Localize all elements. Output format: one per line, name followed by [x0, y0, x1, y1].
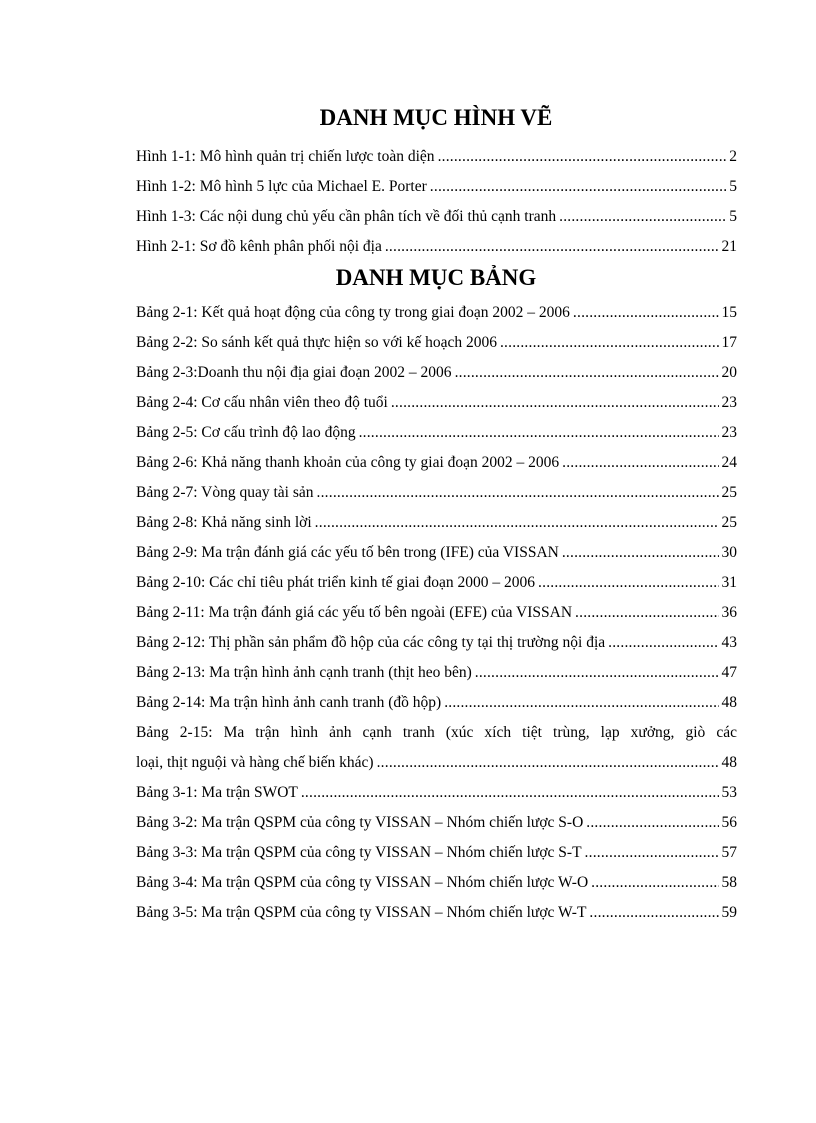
toc-entry-page: 23 — [721, 424, 737, 441]
toc-entry-label: Bảng 2-11: Ma trận đánh giá các yếu tố bên ngoài (EFE) của VISSAN — [136, 604, 573, 621]
toc-entry-line2 — [136, 748, 737, 778]
toc-entry-label-line1: Bảng 2-15: Ma trận hình ảnh cạnh tranh (xúc xích tiệt trùng, lạp xưởng, giò các — [136, 724, 737, 741]
toc-entry-table-2-3[interactable] — [136, 358, 737, 388]
toc-entry-label: Bảng 2-5: Cơ cấu trình độ lao động — [136, 424, 356, 441]
toc-entry-label: Hình 2-1: Sơ đồ kênh phân phối nội địa — [136, 238, 382, 255]
toc-entry-label: Bảng 2-2: So sánh kết quả thực hiện so với kế hoạch 2006 — [136, 334, 497, 351]
toc-entry-page: 31 — [721, 574, 737, 591]
toc-entry-page: 48 — [721, 754, 737, 771]
toc-entry-page: 30 — [721, 544, 737, 561]
dot-leader — [500, 328, 719, 358]
toc-entry-table-2-13[interactable] — [136, 658, 737, 688]
toc-entry-page: 24 — [721, 454, 737, 471]
toc-entry-table-2-10[interactable] — [136, 568, 737, 598]
dot-leader — [573, 298, 719, 328]
dot-leader — [591, 868, 718, 898]
tables-list — [136, 298, 737, 928]
dot-leader — [562, 538, 719, 568]
toc-entry-table-2-5[interactable] — [136, 418, 737, 448]
dot-leader — [585, 838, 719, 868]
toc-entry-table-2-9[interactable] — [136, 538, 737, 568]
toc-entry-figure-1-2[interactable] — [136, 172, 737, 202]
toc-entry-table-3-1[interactable] — [136, 778, 737, 808]
dot-leader — [562, 448, 718, 478]
toc-entry-table-3-2[interactable] — [136, 808, 737, 838]
toc-entry-page: 15 — [721, 304, 737, 321]
toc-entry-table-3-5[interactable] — [136, 898, 737, 928]
toc-entry-label: Bảng 2-12: Thị phần sản phẩm đồ hộp của các công ty tại thị trường nội địa — [136, 634, 606, 651]
toc-entry-page: 57 — [721, 844, 737, 861]
toc-entry-label: Bảng 2-14: Ma trận hình ảnh canh tranh (đồ hộp) — [136, 694, 442, 711]
toc-entry-page: 5 — [729, 178, 737, 195]
dot-leader — [455, 358, 719, 388]
toc-entry-table-2-2[interactable] — [136, 328, 737, 358]
toc-entry-page: 47 — [721, 664, 737, 681]
dot-leader — [385, 232, 719, 262]
toc-entry-label: Bảng 3-1: Ma trận SWOT — [136, 784, 298, 801]
toc-entry-page: 2 — [729, 148, 737, 165]
toc-entry-label: Hình 1-2: Mô hình 5 lực của Michael E. Porter — [136, 178, 427, 195]
toc-entry-label: Hình 1-1: Mô hình quản trị chiến lược toàn diện — [136, 148, 435, 165]
toc-entry-page: 53 — [721, 784, 737, 801]
toc-entry-table-2-11[interactable] — [136, 598, 737, 628]
toc-entry-label-line2: loại, thịt nguội và hàng chế biến khác) — [136, 754, 374, 771]
toc-entry-page: 56 — [721, 814, 737, 831]
toc-entry-page: 21 — [721, 238, 737, 255]
toc-entry-page: 25 — [721, 514, 737, 531]
toc-entry-page: 17 — [721, 334, 737, 351]
toc-entry-label: Bảng 2-10: Các chỉ tiêu phát triển kinh tế giai đoạn 2000 – 2006 — [136, 574, 536, 591]
toc-entry-label: Bảng 3-3: Ma trận QSPM của công ty VISSAN – Nhóm chiến lược S-T — [136, 844, 582, 861]
toc-entry-table-2-4[interactable] — [136, 388, 737, 418]
dot-leader — [538, 568, 718, 598]
toc-entry-page: 36 — [721, 604, 737, 621]
toc-entry-figure-1-3[interactable] — [136, 202, 737, 232]
dot-leader — [444, 688, 718, 718]
toc-entry-label: Bảng 3-2: Ma trận QSPM của công ty VISSAN – Nhóm chiến lược S-O — [136, 814, 584, 831]
toc-entry-label: Bảng 2-3:Doanh thu nội địa giai đoạn 2002 – 2006 — [136, 364, 452, 381]
dot-leader — [475, 658, 719, 688]
toc-entry-label: Bảng 2-13: Ma trận hình ảnh cạnh tranh (thịt heo bên) — [136, 664, 472, 681]
toc-entry-table-2-12[interactable] — [136, 628, 737, 658]
toc-entry-figure-2-1[interactable] — [136, 232, 737, 262]
toc-entry-table-3-3[interactable] — [136, 838, 737, 868]
toc-entry-table-2-6[interactable] — [136, 448, 737, 478]
tables-list-title: DANH MỤC BẢNG — [335, 265, 537, 290]
dot-leader — [438, 142, 727, 172]
toc-entry-page: 20 — [721, 364, 737, 381]
toc-entry-label: Bảng 2-9: Ma trận đánh giá các yếu tố bên trong (IFE) của VISSAN — [136, 544, 559, 561]
toc-entry-page: 58 — [721, 874, 737, 891]
dot-leader — [608, 628, 718, 658]
figures-list — [136, 142, 737, 262]
toc-entry-table-2-14[interactable] — [136, 688, 737, 718]
toc-entry-label: Hình 1-3: Các nội dung chủ yếu cần phân tích về đối thủ cạnh tranh — [136, 208, 557, 225]
dot-leader — [589, 898, 718, 928]
toc-entry-page: 48 — [721, 694, 737, 711]
toc-entry-label: Bảng 3-5: Ma trận QSPM của công ty VISSAN – Nhóm chiến lược W-T — [136, 904, 587, 921]
toc-entry-label: Bảng 2-1: Kết quả hoạt động của công ty trong giai đoạn 2002 – 2006 — [136, 304, 570, 321]
toc-entry-table-2-8[interactable] — [136, 508, 737, 538]
dot-leader — [559, 202, 726, 232]
toc-entry-label: Bảng 2-8: Khả năng sinh lời — [136, 514, 312, 531]
toc-entry-page: 23 — [721, 394, 737, 411]
dot-leader — [359, 418, 719, 448]
toc-entry-page: 43 — [721, 634, 737, 651]
toc-entry-page: 5 — [729, 208, 737, 225]
dot-leader — [377, 748, 719, 778]
figures-list-title: DANH MỤC HÌNH VẼ — [319, 105, 553, 130]
toc-entry-page: 25 — [721, 484, 737, 501]
dot-leader — [575, 598, 718, 628]
toc-entry-label: Bảng 3-4: Ma trận QSPM của công ty VISSAN – Nhóm chiến lược W-O — [136, 874, 589, 891]
dot-leader — [430, 172, 726, 202]
dot-leader — [391, 388, 719, 418]
toc-entry-table-3-4[interactable] — [136, 868, 737, 898]
toc-entry-label: Bảng 2-4: Cơ cấu nhân viên theo độ tuổi — [136, 394, 388, 411]
dot-leader — [317, 478, 719, 508]
toc-entry-table-2-1[interactable] — [136, 298, 737, 328]
dot-leader — [586, 808, 718, 838]
toc-entry-label: Bảng 2-7: Vòng quay tài sản — [136, 484, 314, 501]
toc-entry-label: Bảng 2-6: Khả năng thanh khoản của công ty giai đoạn 2002 – 2006 — [136, 454, 560, 471]
toc-entry-table-2-15[interactable] — [136, 718, 737, 778]
dot-leader — [315, 508, 719, 538]
toc-entry-page: 59 — [721, 904, 737, 921]
toc-entry-table-2-7[interactable] — [136, 478, 737, 508]
toc-entry-figure-1-1[interactable] — [136, 142, 737, 172]
dot-leader — [301, 778, 719, 808]
